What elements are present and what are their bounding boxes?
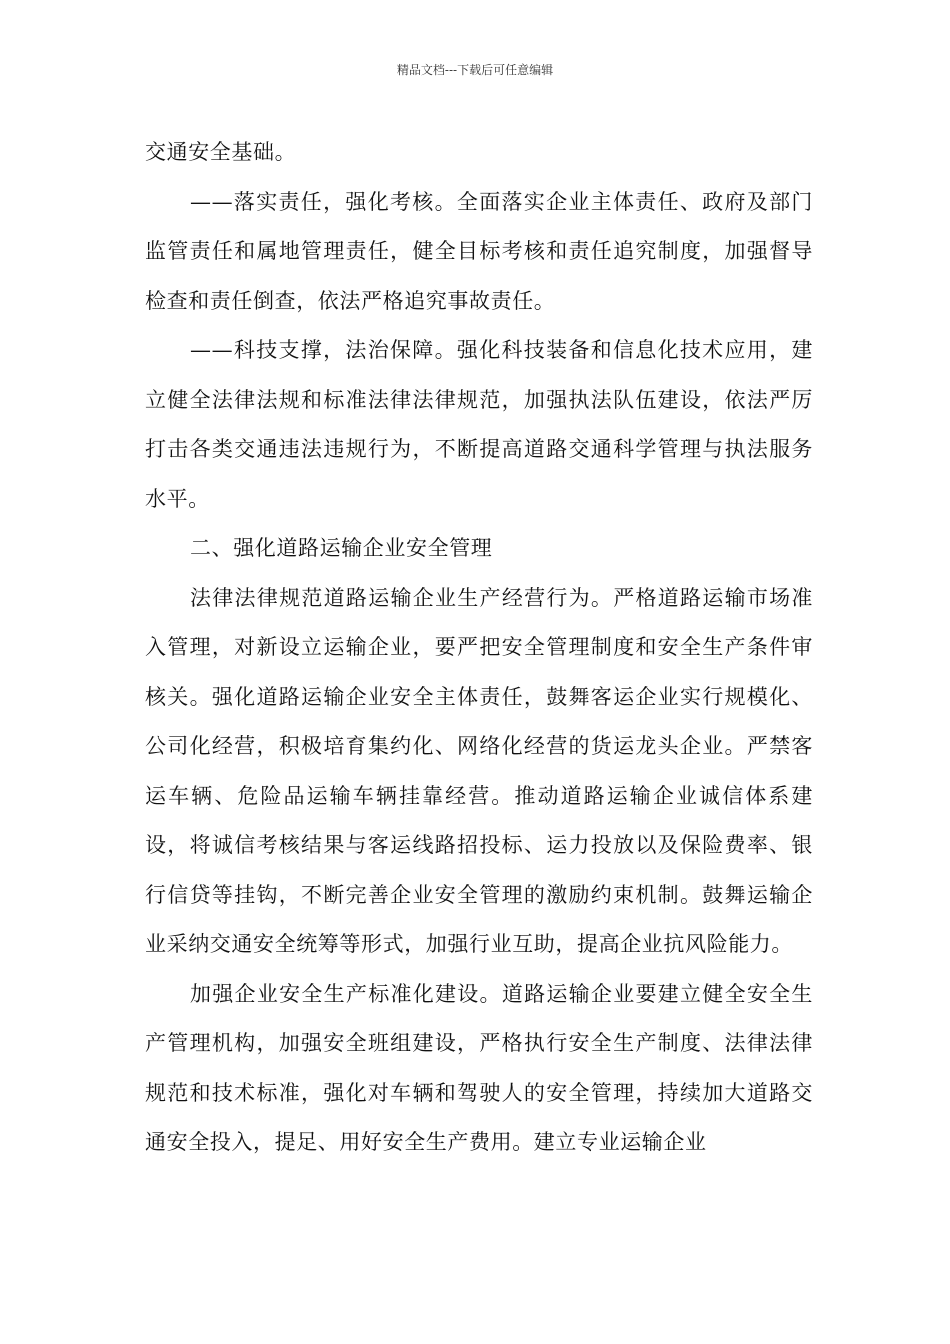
section-heading: 二、强化道路运输企业安全管理	[190, 536, 493, 560]
page-header: 精品文档---下载后可任意编辑	[396, 63, 554, 77]
document-body	[145, 128, 813, 1168]
paragraph-standardization: 加强企业安全生产标准化建设。道路运输企业要建立健全安全生产管理机构，加强安全班组建设，严格执行安全生产制度、法律法律规范和技术标准，强化对车辆和驾驶人的安全管理，持续加大道路交通安全投入，提足、用好安全生产费用。建立专业运输企业	[145, 981, 813, 1154]
paragraph-responsibility: ——落实责任，强化考核。全面落实企业主体责任、政府及部门监管责任和属地管理责任，健全目标考核和责任追究制度，加强督导检查和责任倒查，依法严格追究事故责任。	[145, 189, 813, 313]
paragraph-technology: ——科技支撑，法治保障。强化科技装备和信息化技术应用，建立健全法律法规和标准法律法律规范，加强执法队伍建设，依法严厉打击各类交通违法违规行为，不断提高道路交通科学管理与执法服务水平。	[145, 338, 813, 511]
paragraph-continuation: 交通安全基础。	[145, 140, 297, 164]
paragraph-regulation: 法律法律规范道路运输企业生产经营行为。严格道路运输市场准入管理，对新设立运输企业，要严把安全管理制度和安全生产条件审核关。强化道路运输企业安全主体责任，鼓舞客运企业实行规模化、公司化经营，积极培育集约化、网络化经营的货运龙头企业。严禁客运车辆、危险品运输车辆挂靠经营。推动道路运输企业诚信体系建设，将诚信考核结果与客运线路招投标、运力投放以及保险费率、银行信贷等挂钩，不断完善企业安全管理的激励约束机制。鼓舞运输企业采纳交通安全统筹等形式，加强行业互助，提高企业抗风险能力。	[145, 585, 813, 956]
